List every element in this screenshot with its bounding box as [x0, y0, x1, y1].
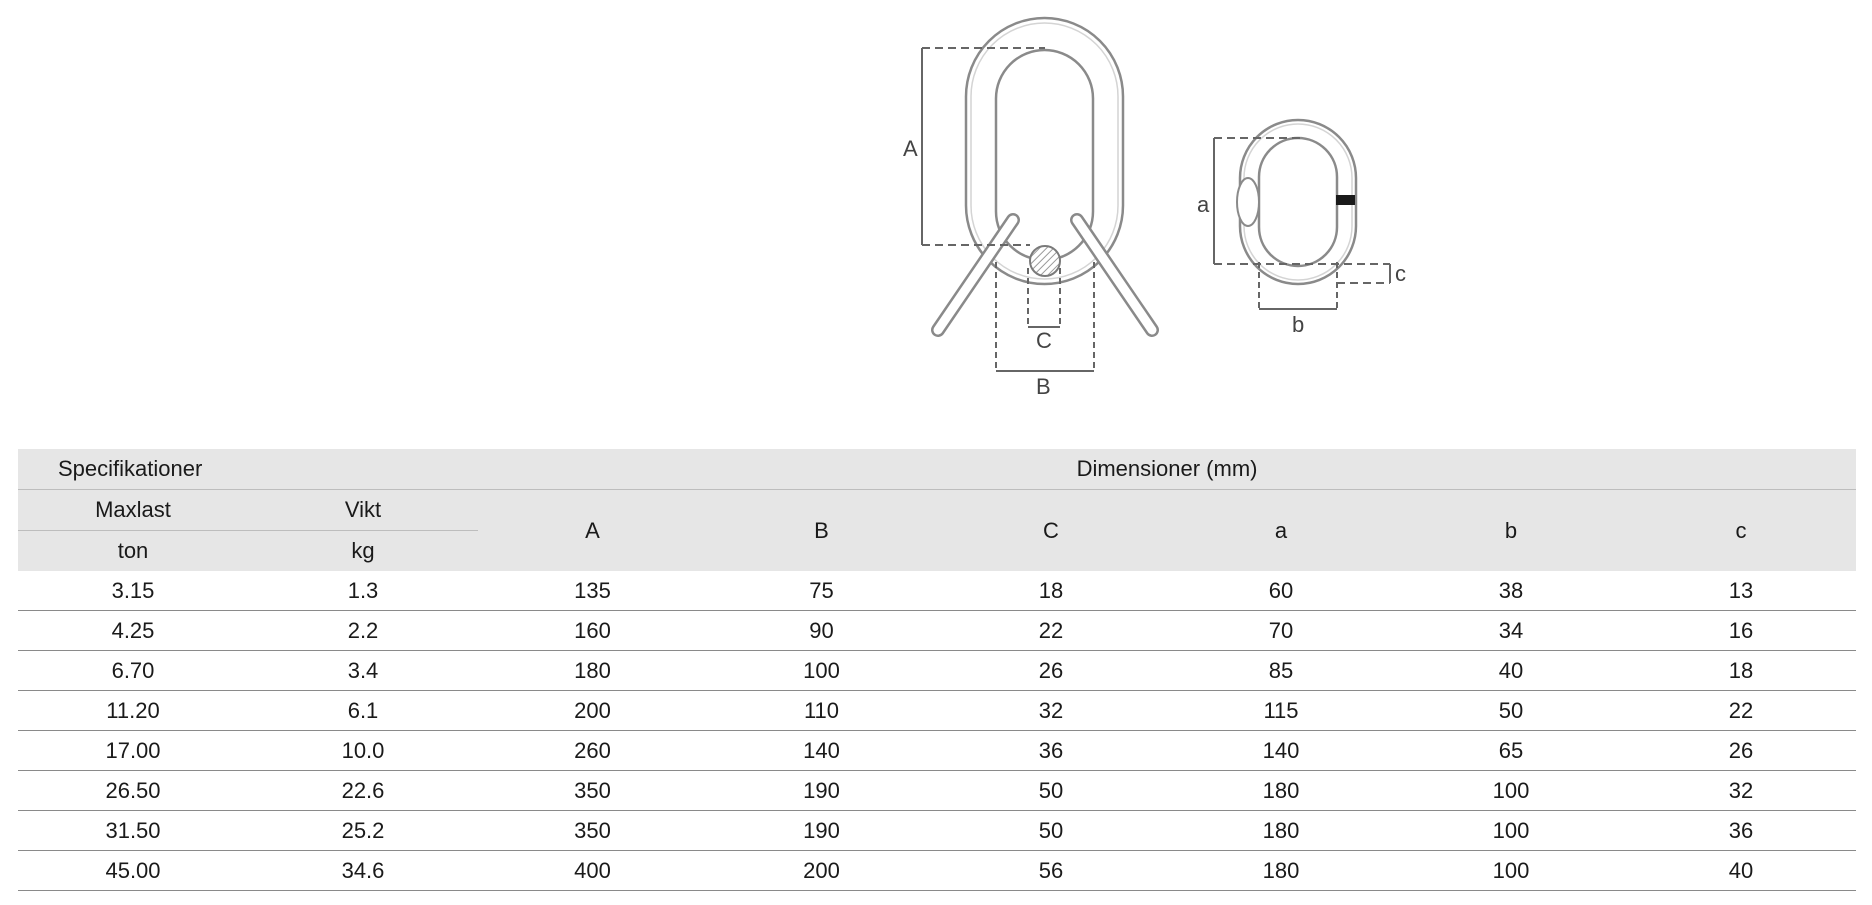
cell-vikt: 25.2 [248, 811, 478, 851]
header-specifications: Specifikationer [18, 449, 478, 490]
cell-b: 100 [1396, 851, 1626, 891]
specification-table [18, 449, 1856, 891]
cell-b: 100 [1396, 771, 1626, 811]
table-row [18, 731, 1856, 771]
header-unit-kg: kg [248, 531, 478, 572]
cell-A: 180 [478, 651, 707, 691]
cell-vikt: 6.1 [248, 691, 478, 731]
header-dim-A: A [478, 490, 707, 572]
dimension-label-a: a [1197, 192, 1210, 217]
master-link-drawing [938, 18, 1152, 330]
cell-C: 36 [936, 731, 1166, 771]
cell-vikt: 2.2 [248, 611, 478, 651]
header-dim-C: C [936, 490, 1166, 572]
cell-A: 260 [478, 731, 707, 771]
cell-B: 110 [707, 691, 936, 731]
cell-A: 350 [478, 811, 707, 851]
cell-c: 32 [1626, 771, 1856, 811]
header-dim-a: a [1166, 490, 1396, 572]
cell-B: 75 [707, 571, 936, 611]
cell-maxlast: 6.70 [18, 651, 248, 691]
cell-c: 13 [1626, 571, 1856, 611]
cell-c: 40 [1626, 851, 1856, 891]
cell-maxlast: 3.15 [18, 571, 248, 611]
cell-a: 60 [1166, 571, 1396, 611]
cell-maxlast: 26.50 [18, 771, 248, 811]
cell-A: 350 [478, 771, 707, 811]
cell-maxlast: 4.25 [18, 611, 248, 651]
dimension-label-C: C [1036, 328, 1052, 353]
cell-A: 160 [478, 611, 707, 651]
cell-C: 56 [936, 851, 1166, 891]
cell-c: 36 [1626, 811, 1856, 851]
cell-C: 50 [936, 811, 1166, 851]
cell-a: 180 [1166, 811, 1396, 851]
cell-c: 22 [1626, 691, 1856, 731]
cell-vikt: 10.0 [248, 731, 478, 771]
cell-c: 26 [1626, 731, 1856, 771]
cell-a: 115 [1166, 691, 1396, 731]
cell-maxlast: 31.50 [18, 811, 248, 851]
table-row [18, 771, 1856, 811]
cell-b: 40 [1396, 651, 1626, 691]
dimension-label-c: c [1395, 261, 1406, 286]
cell-A: 200 [478, 691, 707, 731]
cell-B: 90 [707, 611, 936, 651]
cell-vikt: 34.6 [248, 851, 478, 891]
cell-vikt: 1.3 [248, 571, 478, 611]
cell-maxlast: 11.20 [18, 691, 248, 731]
cell-vikt: 3.4 [248, 651, 478, 691]
cell-C: 18 [936, 571, 1166, 611]
header-vikt: Vikt [248, 490, 478, 531]
table-row [18, 611, 1856, 651]
cell-b: 100 [1396, 811, 1626, 851]
header-dim-b: b [1396, 490, 1626, 572]
table-row [18, 571, 1856, 611]
table-row [18, 651, 1856, 691]
table-row [18, 851, 1856, 891]
dimension-label-B: B [1036, 374, 1051, 399]
cell-b: 38 [1396, 571, 1626, 611]
header-dim-B: B [707, 490, 936, 572]
cell-B: 140 [707, 731, 936, 771]
table-row [18, 811, 1856, 851]
cell-B: 190 [707, 811, 936, 851]
sub-link-drawing [1237, 120, 1356, 284]
dimension-label-A: A [903, 136, 918, 161]
cell-b: 34 [1396, 611, 1626, 651]
cell-a: 85 [1166, 651, 1396, 691]
cell-a: 140 [1166, 731, 1396, 771]
cell-vikt: 22.6 [248, 771, 478, 811]
cell-C: 22 [936, 611, 1166, 651]
cell-C: 32 [936, 691, 1166, 731]
cell-A: 135 [478, 571, 707, 611]
cell-a: 180 [1166, 851, 1396, 891]
cell-B: 200 [707, 851, 936, 891]
cell-A: 400 [478, 851, 707, 891]
cell-maxlast: 45.00 [18, 851, 248, 891]
cell-B: 190 [707, 771, 936, 811]
cell-C: 26 [936, 651, 1166, 691]
dimension-label-b: b [1292, 312, 1305, 337]
cell-C: 50 [936, 771, 1166, 811]
cell-b: 50 [1396, 691, 1626, 731]
header-dim-c: c [1626, 490, 1856, 572]
cell-maxlast: 17.00 [18, 731, 248, 771]
cell-B: 100 [707, 651, 936, 691]
cell-a: 70 [1166, 611, 1396, 651]
cell-b: 65 [1396, 731, 1626, 771]
table-row [18, 691, 1856, 731]
cell-c: 18 [1626, 651, 1856, 691]
cell-c: 16 [1626, 611, 1856, 651]
header-dimensions: Dimensioner (mm) [478, 449, 1856, 490]
master-link-diagram [0, 0, 1872, 400]
header-unit-ton: ton [18, 531, 248, 572]
cell-a: 180 [1166, 771, 1396, 811]
header-maxlast: Maxlast [18, 490, 248, 531]
